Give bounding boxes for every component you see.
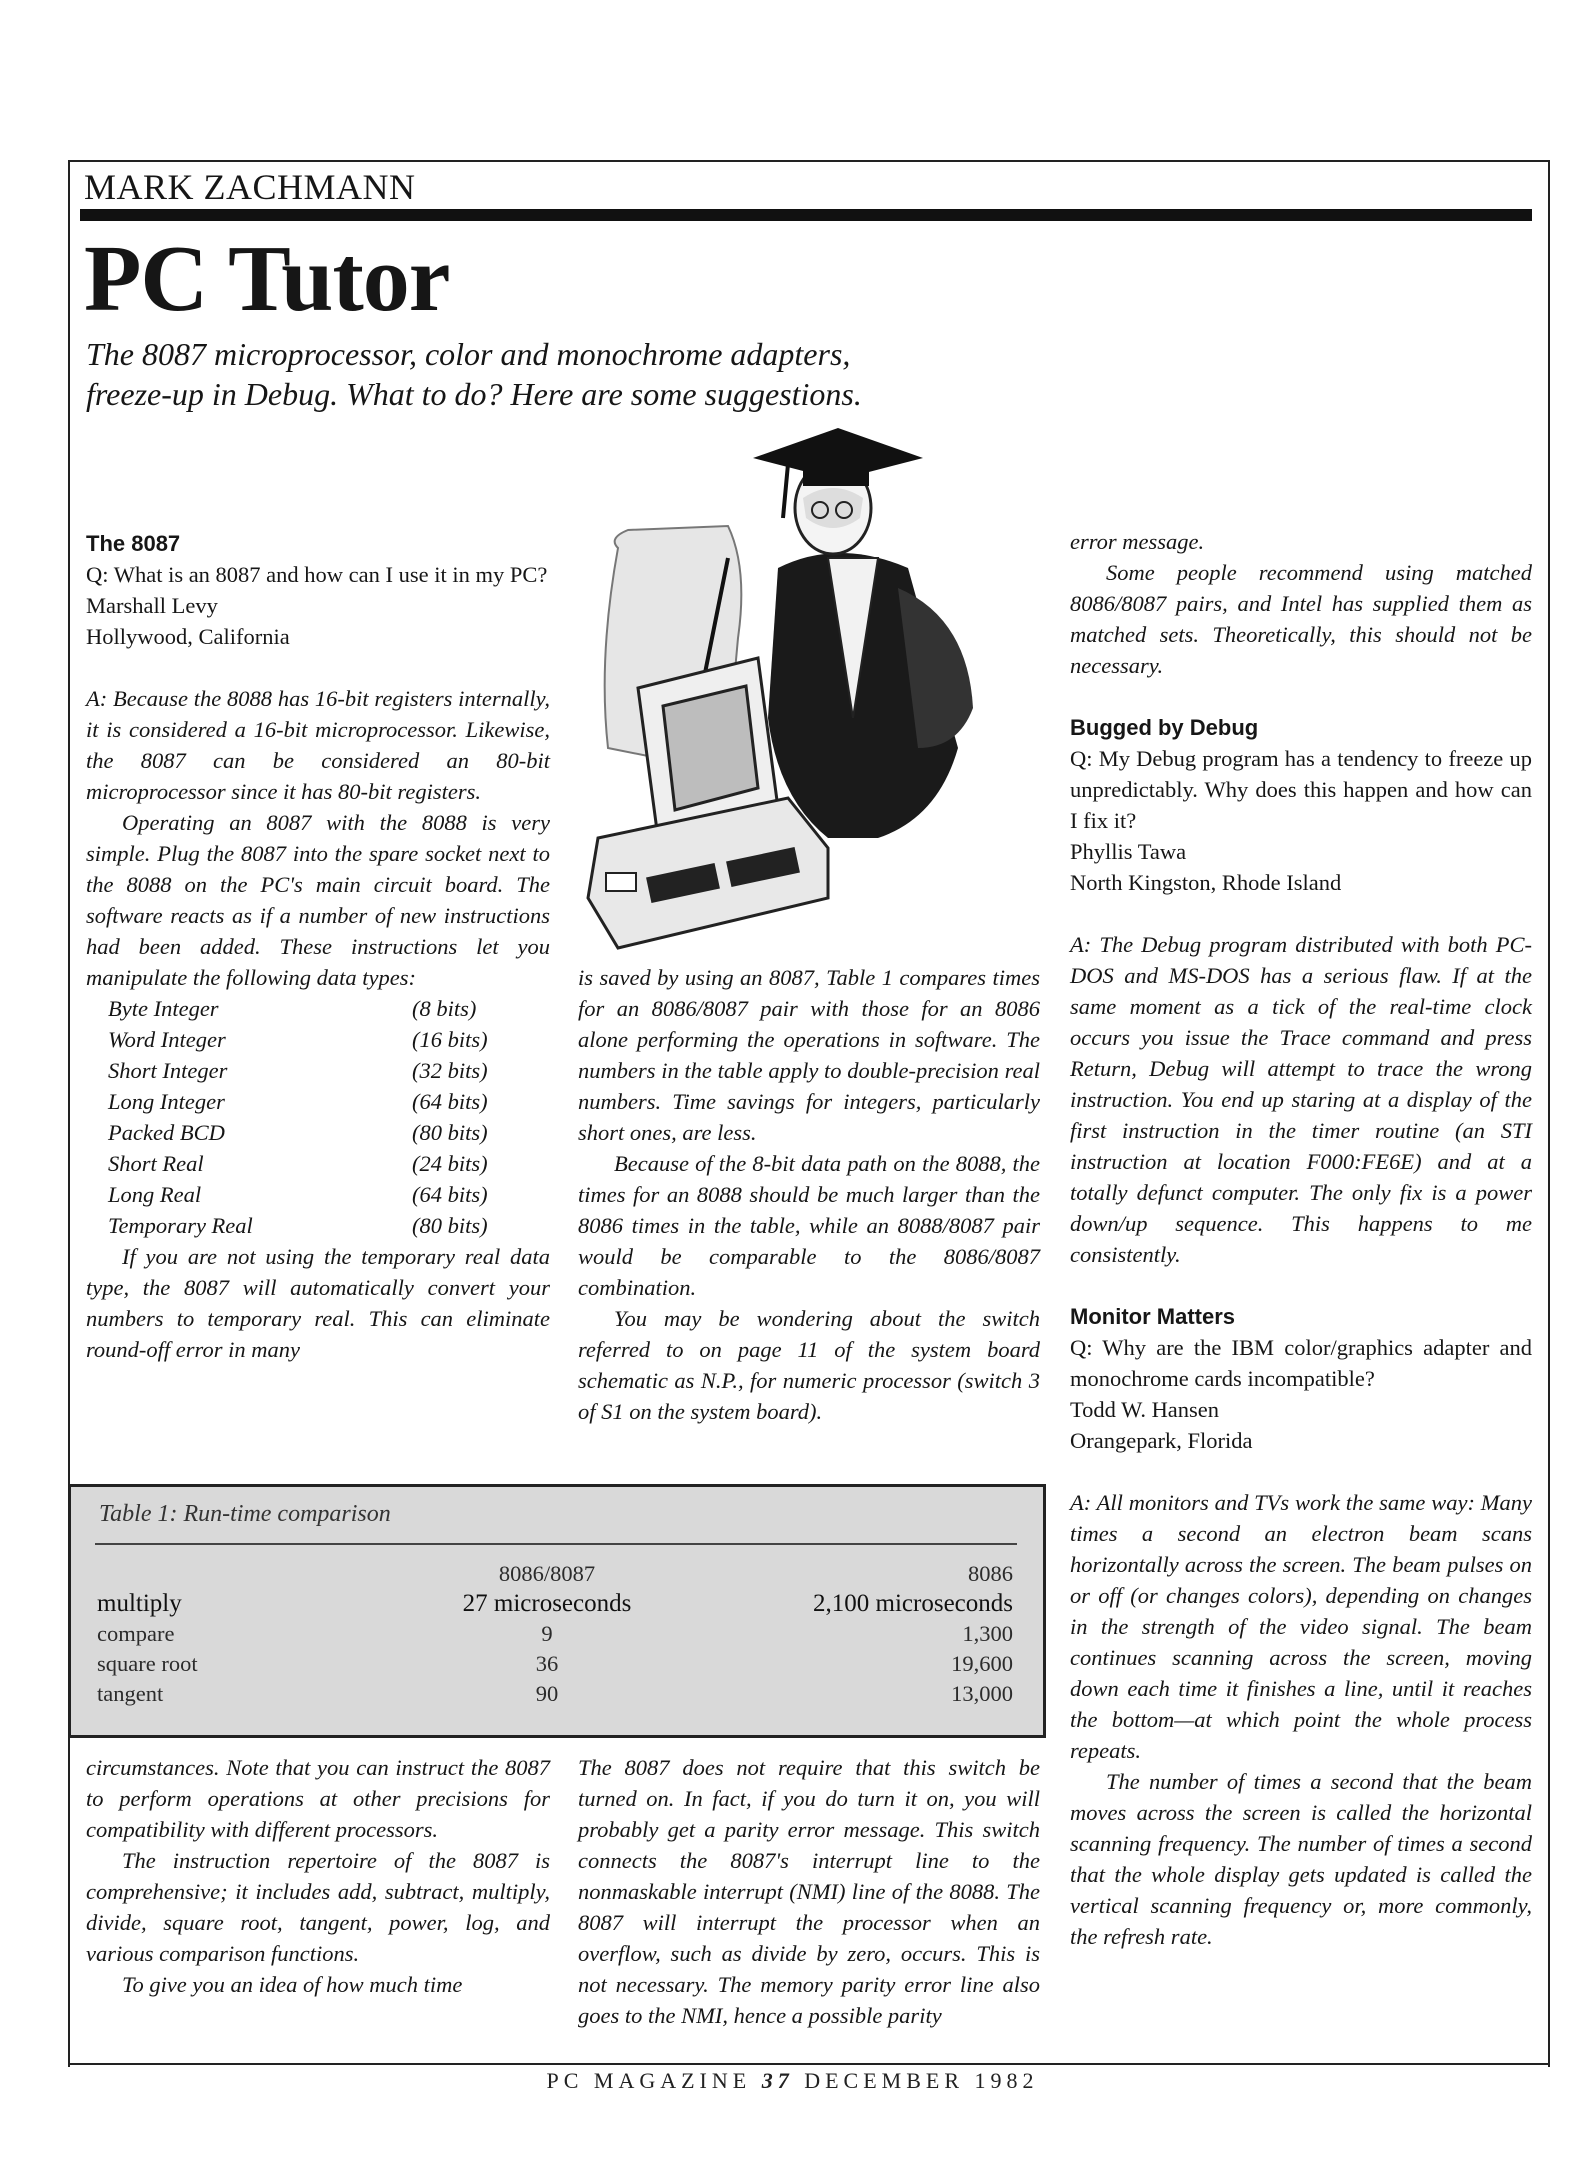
answer-paragraph: To give you an idea of how much time xyxy=(122,1972,463,1997)
answer-paragraph: If you are not using the temporary real data type, the 8087 will automatically convert your numbers to temporary real. This can eliminate round-off error in many xyxy=(86,1244,550,1362)
data-type-name: Long Integer xyxy=(108,1089,225,1114)
table-cell: multiply xyxy=(97,1590,182,1617)
data-type-name: Short Real xyxy=(108,1151,204,1176)
data-type-bits: (8 bits) xyxy=(412,996,477,1021)
article-subtitle xyxy=(86,334,1086,414)
table-cell: 90 xyxy=(535,1681,559,1706)
table-cell: 27 microseconds xyxy=(462,1590,632,1617)
asker-name: Phyllis Tawa xyxy=(1070,839,1187,864)
data-types-list xyxy=(108,993,550,1241)
table-caption-rule xyxy=(95,1543,1017,1545)
data-type-name: Byte Integer xyxy=(108,996,219,1021)
answer-paragraph: The number of times a second that the beam moves across the screen is called the horizontal scanning frequency. The number of times a second that the whole display gets updated is called the vertical scanning frequency or, more commonly, the refresh rate. xyxy=(1070,1769,1532,1949)
data-type-row xyxy=(108,1086,550,1117)
column-3 xyxy=(1070,526,1532,1952)
table-cell: 2,100 microseconds xyxy=(813,1590,1013,1617)
page-footer xyxy=(0,2068,1585,2094)
column-2-upper xyxy=(578,962,1040,1427)
table-cell: square root xyxy=(97,1651,198,1676)
professor-computer-illustration xyxy=(578,418,1048,978)
table-cell: tangent xyxy=(97,1681,164,1706)
data-type-row xyxy=(108,1210,550,1241)
answer-paragraph: A: The Debug program distributed with both PC-DOS and MS-DOS has a serious flaw. If at the same moment as a tick of the real-time clock occurs you issue the Trace command and press Return, Debug will attempt to trace the wrong instruction. You end up staring at a display of the first instruction in the timer routine (an STI instruction at location F000:FE6E) and at a totally defunct computer. The only fix is a power down/up sequence. This happens to me consistently. xyxy=(1070,932,1532,1267)
data-type-name: Long Real xyxy=(108,1182,202,1207)
ibm-badge xyxy=(606,873,636,891)
asker-name: Marshall Levy xyxy=(86,593,218,618)
data-type-bits: (24 bits) xyxy=(412,1151,488,1176)
asker-location: Hollywood, California xyxy=(86,624,290,649)
data-type-row xyxy=(108,1179,550,1210)
header-rule xyxy=(80,209,1532,221)
footer-page-number: 37 xyxy=(761,2068,794,2093)
asker-location: Orangepark, Florida xyxy=(1070,1428,1253,1453)
answer-paragraph: is saved by using an 8087, Table 1 compares times for an 8086/8087 pair with those for an 8086 alone performing the operations in software. The numbers in the table apply to double-precision real numbers. Time savings for integers, particularly short ones, are less. xyxy=(578,965,1040,1145)
author-byline: MARK ZACHMANN xyxy=(84,167,416,207)
data-type-row xyxy=(108,1117,550,1148)
table-row xyxy=(97,1589,1019,1619)
table-cell: 1,300 xyxy=(962,1621,1013,1646)
column-2-lower xyxy=(578,1752,1040,2031)
table-cell: 9 xyxy=(541,1621,553,1646)
table-header-cell: 8086/8087 xyxy=(498,1561,596,1586)
section-heading: The 8087 xyxy=(86,531,181,556)
data-type-name: Packed BCD xyxy=(108,1120,225,1145)
answer-paragraph: The instruction repertoire of the 8087 is comprehensive; it includes add, subtract, multiply, divide, square root, tangent, power, log, and various comparison functions. xyxy=(86,1848,550,1966)
answer-paragraph: Operating an 8087 with the 8088 is very simple. Plug the 8087 into the spare socket next to the 8088 on the PC's main circuit board. The software reacts as if a number of new instructions had been added. These instructions let you manipulate the following data types: xyxy=(86,810,550,990)
answer-paragraph: Some people recommend using matched 8086/8087 pairs, and Intel has supplied them as matched sets. Theoretically, this should not be necessary. xyxy=(1070,560,1532,678)
table-header-row xyxy=(97,1559,1019,1589)
data-type-bits: (32 bits) xyxy=(412,1058,488,1083)
table-cell: 13,000 xyxy=(951,1681,1013,1706)
section-heading: Monitor Matters xyxy=(1070,1304,1235,1329)
data-type-row xyxy=(108,1148,550,1179)
column-1 xyxy=(86,528,550,1365)
data-type-row xyxy=(108,1055,550,1086)
answer-paragraph: A: Because the 8088 has 16-bit registers internally, it is considered a 16-bit microprocessor. Likewise, the 8087 can be considered an 80-bit microprocessor since it has 80-bit registers. xyxy=(86,686,550,804)
table-row xyxy=(97,1679,1019,1709)
question-text: Q: What is an 8087 and how can I use it in my PC? xyxy=(86,562,548,587)
data-type-bits: (16 bits) xyxy=(412,1027,488,1052)
table-grid xyxy=(97,1559,1019,1709)
article-title: PC Tutor xyxy=(84,227,450,331)
footer-date: DECEMBER 1982 xyxy=(804,2068,1039,2093)
subtitle-line: freeze-up in Debug. What to do? Here are some suggestions. xyxy=(86,376,862,412)
answer-paragraph: You may be wondering about the switch referred to on page 11 of the system board schematic as N.P., for numeric processor (switch 3 of S1 on the system board). xyxy=(578,1306,1040,1424)
monitor-screen xyxy=(663,686,758,810)
page-frame-bottom xyxy=(68,2063,1550,2065)
data-type-bits: (80 bits) xyxy=(412,1213,488,1238)
runtime-comparison-table xyxy=(68,1484,1046,1738)
data-type-name: Word Integer xyxy=(108,1027,226,1052)
table-row xyxy=(97,1619,1019,1649)
column-1-lower xyxy=(86,1752,550,2000)
asker-location: North Kingston, Rhode Island xyxy=(1070,870,1342,895)
answer-paragraph: Because of the 8-bit data path on the 8088, the times for an 8088 should be much larger than the 8086 times in the table, while an 8088/8087 pair would be comparable to the 8086/8087 combination. xyxy=(578,1151,1040,1300)
section-heading: Bugged by Debug xyxy=(1070,715,1259,740)
data-type-bits: (64 bits) xyxy=(412,1089,488,1114)
tassel xyxy=(783,464,788,518)
table-header-cell: 8086 xyxy=(968,1561,1013,1586)
table-row xyxy=(97,1649,1019,1679)
data-type-bits: (64 bits) xyxy=(412,1182,488,1207)
data-type-name: Temporary Real xyxy=(108,1213,253,1238)
answer-paragraph: A: All monitors and TVs work the same way: Many times a second an electron beam scans horizontally across the screen. The beam pulses on or off (or changes colors), depending on changes in the strength of the video signal. The beam continues scanning across the screen, moving down each time it finishes a line, until it reaches the bottom—at which point the whole process repeats. xyxy=(1070,1490,1532,1763)
data-type-bits: (80 bits) xyxy=(412,1120,488,1145)
footer-magazine: PC MAGAZINE xyxy=(546,2068,752,2093)
cap-base xyxy=(803,466,869,486)
table-caption: Table 1: Run-time comparison xyxy=(99,1501,391,1527)
asker-name: Todd W. Hansen xyxy=(1070,1397,1220,1422)
subtitle-line: The 8087 microprocessor, color and monochrome adapters, xyxy=(86,336,851,372)
table-cell: 19,600 xyxy=(951,1651,1013,1676)
data-type-row xyxy=(108,993,550,1024)
answer-paragraph: circumstances. Note that you can instruct the 8087 to perform operations at other precisions for compatibility with different processors. xyxy=(86,1755,550,1842)
answer-paragraph: The 8087 does not require that this switch be turned on. In fact, if you do turn it on, you will probably get a parity error message. This switch connects the 8087's interrupt line to the nonmaskable interrupt (NMI) line of the 8088. The 8087 will interrupt the processor when an overflow, such as divide by zero, occurs. This is not necessary. The memory parity error line also goes to the NMI, hence a possible parity xyxy=(578,1755,1040,2028)
question-text: Q: My Debug program has a tendency to freeze up unpredictably. Why does this happen and how can I fix it? xyxy=(1070,746,1532,833)
data-type-name: Short Integer xyxy=(108,1058,228,1083)
question-text: Q: Why are the IBM color/graphics adapter and monochrome cards incompatible? xyxy=(1070,1335,1532,1391)
table-cell: 36 xyxy=(535,1651,559,1676)
answer-paragraph: error message. xyxy=(1070,529,1205,554)
table-cell: compare xyxy=(97,1621,175,1646)
data-type-row xyxy=(108,1024,550,1055)
